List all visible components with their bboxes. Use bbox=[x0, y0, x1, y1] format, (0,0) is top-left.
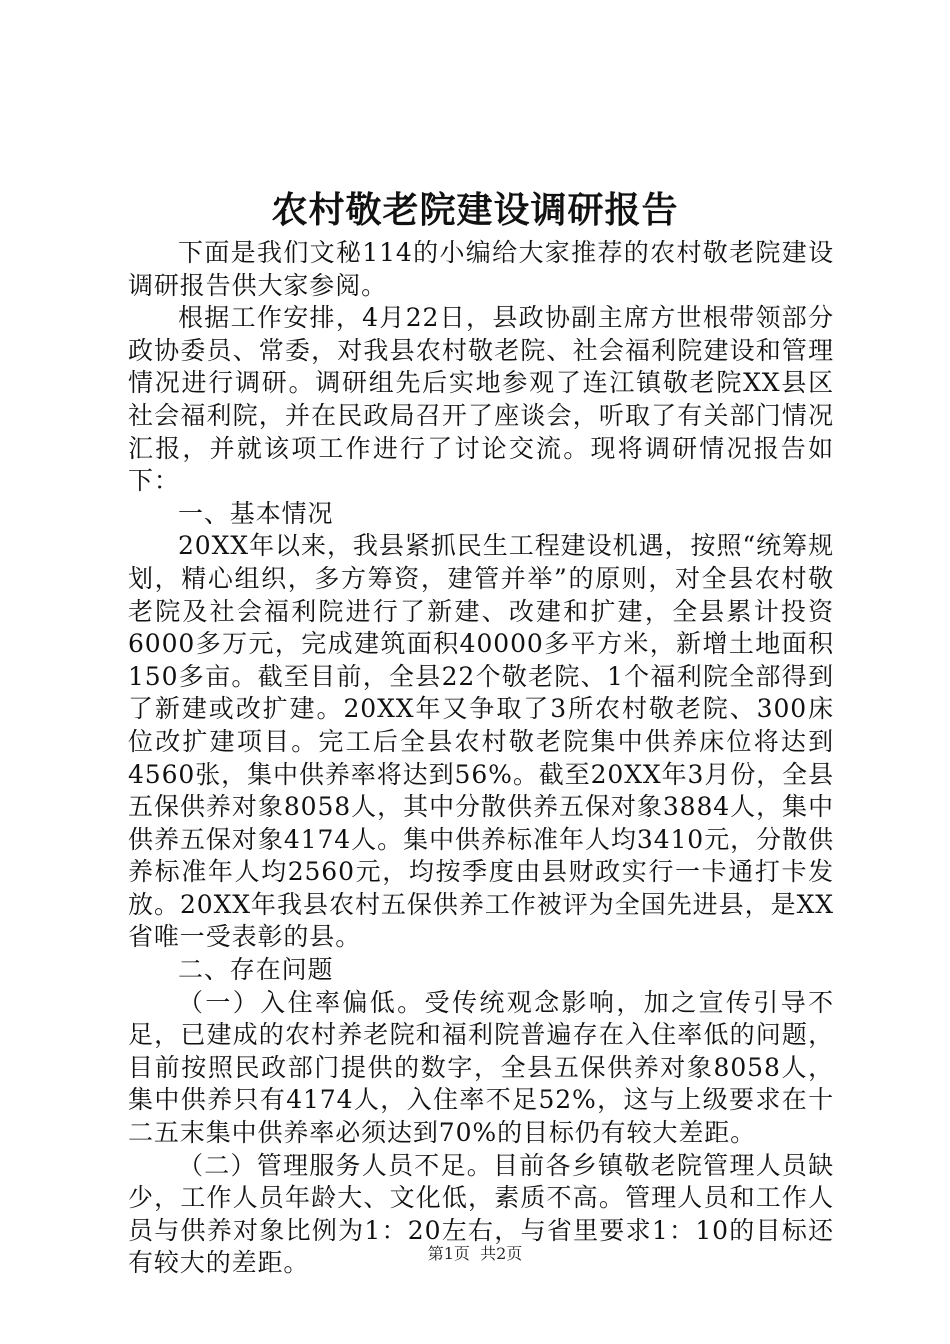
problem-paragraph-2: （二）管理服务人员不足。目前各乡镇敬老院管理人员缺少，工作人员年龄大、文化低，素质不高。管理人员和工作人员与供养对象比例为1：20左右，与省里要求1：10的目标还有较大的差距。 bbox=[128, 1150, 834, 1278]
document-title: 农村敬老院建设调研报告 bbox=[271, 189, 679, 231]
section-heading-problems: 二、存在问题 bbox=[178, 955, 334, 985]
problem-paragraph-1: （一）入住率偏低。受传统观念影响，加之宣传引导不足，已建成的农村养老院和福利院普遍存在入住率低的问题，目前按照民政部门提供的数字，全县五保供养对象8058人，集中供养只有4174人，入住率不足52%，这与上级要求在十二五末集中供养率必须达到70%的目标仍有较大差距。 bbox=[128, 987, 834, 1148]
page-number-label: 第1页 共2页 bbox=[427, 1244, 523, 1263]
intro-paragraph: 下面是我们文秘114的小编给大家推荐的农村敬老院建设调研报告供大家参阅。 bbox=[128, 238, 834, 300]
basic-situation-paragraph: 20XX年以来，我县紧抓民生工程建设机遇，按照“统筹规划，精心组织，多方筹资，建管并举”的原则，对全县农村敬老院及社会福利院进行了新建、改建和扩建，全县累计投资6000多万元，完成建筑面积40000多平方米，新增土地面积150多亩。截至目前，全县22个敬老院、1个福利院全部得到了新建或改扩建。20XX年又争取了3所农村敬老院、300床位改扩建项目。完工后全县农村敬老院集中供养床位将达到4560张，集中供养率将达到56%。截至20XX年3月份，全县五保供养对象8058人，其中分散供养五保对象3884人，集中供养五保对象4174人。集中供养标准年人均3410元，分散供养标准年人均2560元，均按季度由县财政实行一卡通打卡发放。20XX年我县农村五保供养工作被评为全国先进县，是XX省唯一受表彰的县。 bbox=[128, 531, 834, 952]
section-heading-basic-situation: 一、基本情况 bbox=[178, 498, 334, 528]
background-paragraph: 根据工作安排，4月22日，县政协副主席方世根带领部分政协委员、常委，对我县农村敬老院、社会福利院建设和管理情况进行调研。调研组先后实地参观了连江镇敬老院XX县区社会福利院，并在民政局召开了座谈会，听取了有关部门情况汇报，并就该项工作进行了讨论交流。现将调研情况报告如下： bbox=[128, 303, 834, 496]
document-body bbox=[128, 237, 834, 1280]
page-footer bbox=[0, 1242, 950, 1266]
